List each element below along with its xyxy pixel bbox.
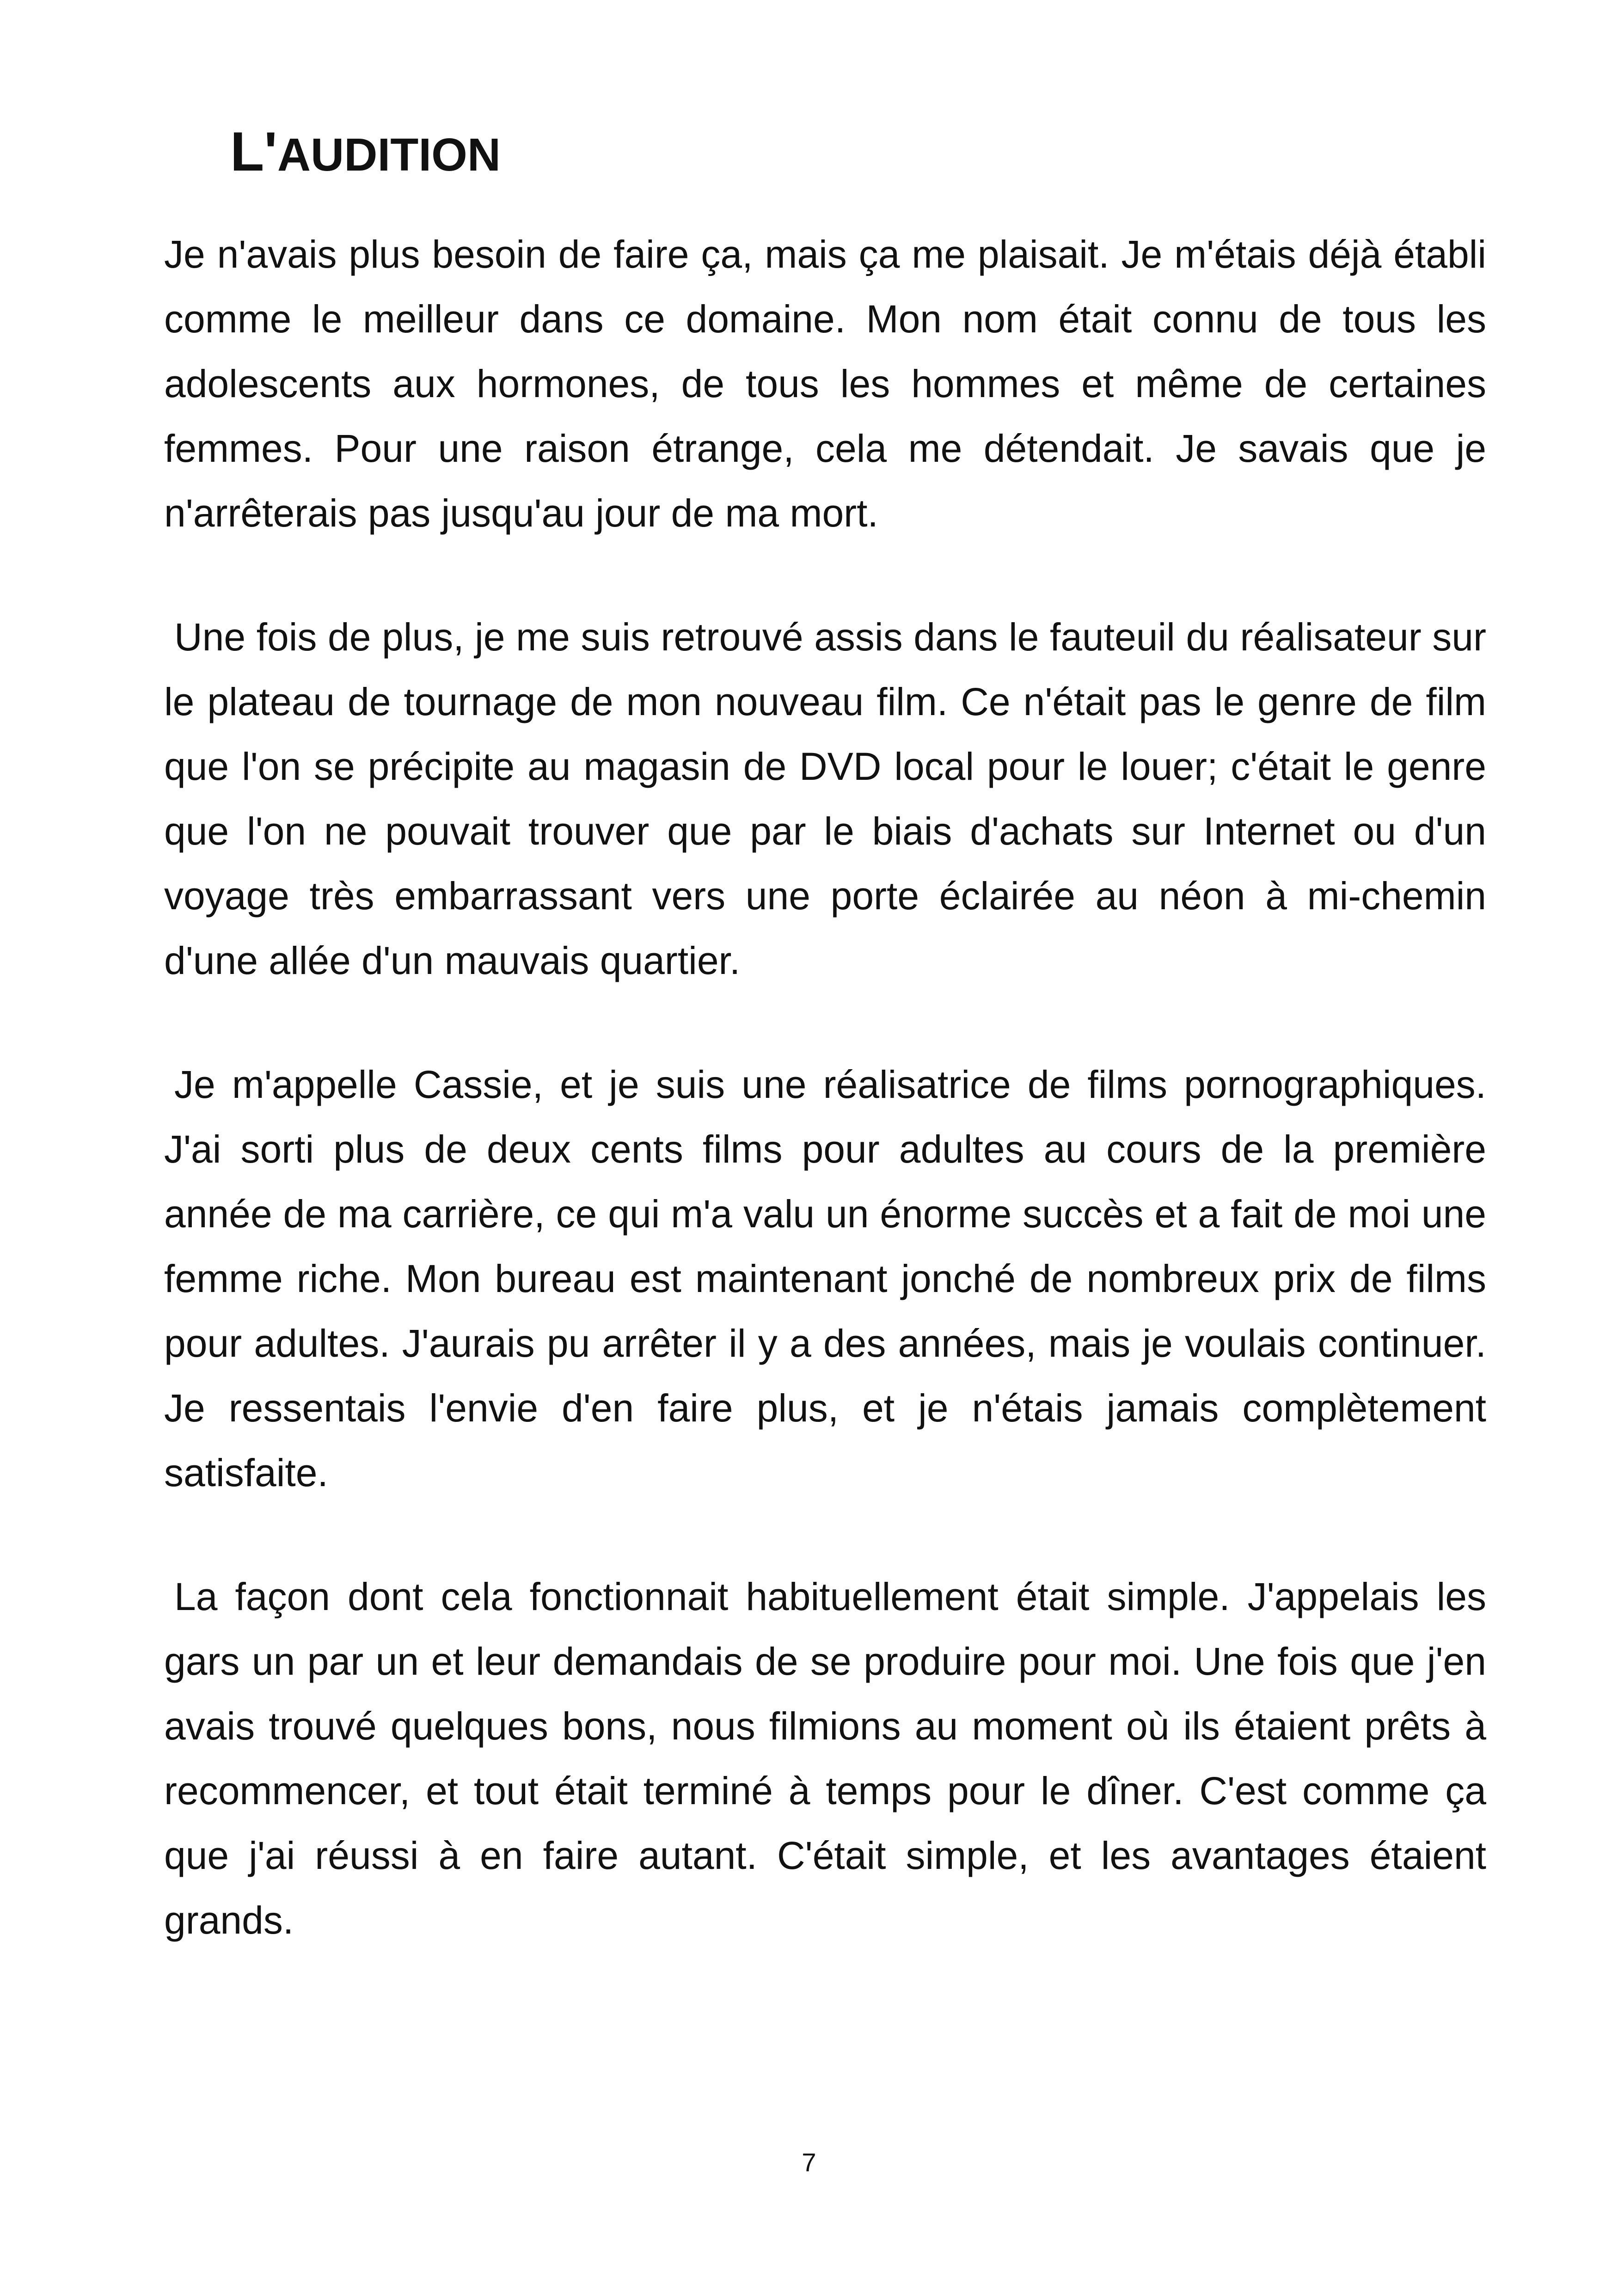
paragraph-1: Je n'avais plus besoin de faire ça, mais ça me plaisait. Je m'étais déjà établi comme le meilleur dans ce domaine. Mon nom était connu de tous les adolescents aux hormones, de tous les hommes et même de certaines femmes. Pour une raison étrange, cela me détendait. Je savais que je n'arrêterais pas jusqu'au jour de ma mort. (164, 233, 1486, 535)
paragraph-3: Je m'appelle Cassie, et je suis une réalisatrice de films pornographiques. J'ai sorti plus de deux cents films pour adultes au cours de la première année de ma carrière, ce qui m'a valu un énorme succès et a fait de moi une femme riche. Mon bureau est maintenant jonché de nombreux prix de films pour adultes. J'aurais pu arrêter il y a des années, mais je voulais continuer. Je ressentais l'envie d'en faire plus, et je n'étais jamais complètement satisfaite. (164, 1063, 1486, 1494)
paragraph-2: Une fois de plus, je me suis retrouvé assis dans le fauteuil du réalisateur sur le plateau de tournage de mon nouveau film. Ce n'était pas le genre de film que l'on se précipite au magasin de DVD local pour le louer; c'était le genre que l'on ne pouvait trouver que par le biais d'achats sur Internet ou d'un voyage très embarrassant vers une porte éclairée au néon à mi-chemin d'une allée d'un mauvais quartier. (164, 615, 1486, 982)
chapter-body (164, 222, 1486, 2012)
chapter-title-rest: AUDITION (277, 129, 501, 181)
chapter-title (230, 121, 501, 183)
chapter-title-initial: L' (230, 121, 277, 183)
paragraph-4: La façon dont cela fonctionnait habituellement était simple. J'appelais les gars un par un et leur demandais de se produire pour moi. Une fois que j'en avais trouvé quelques bons, nous filmions au moment où ils étaient prêts à recommencer, et tout était terminé à temps pour le dîner. C'est comme ça que j'ai réussi à en faire autant. C'était simple, et les avantages étaient grands. (164, 1575, 1486, 1942)
page-number: 7 (802, 2148, 816, 2177)
